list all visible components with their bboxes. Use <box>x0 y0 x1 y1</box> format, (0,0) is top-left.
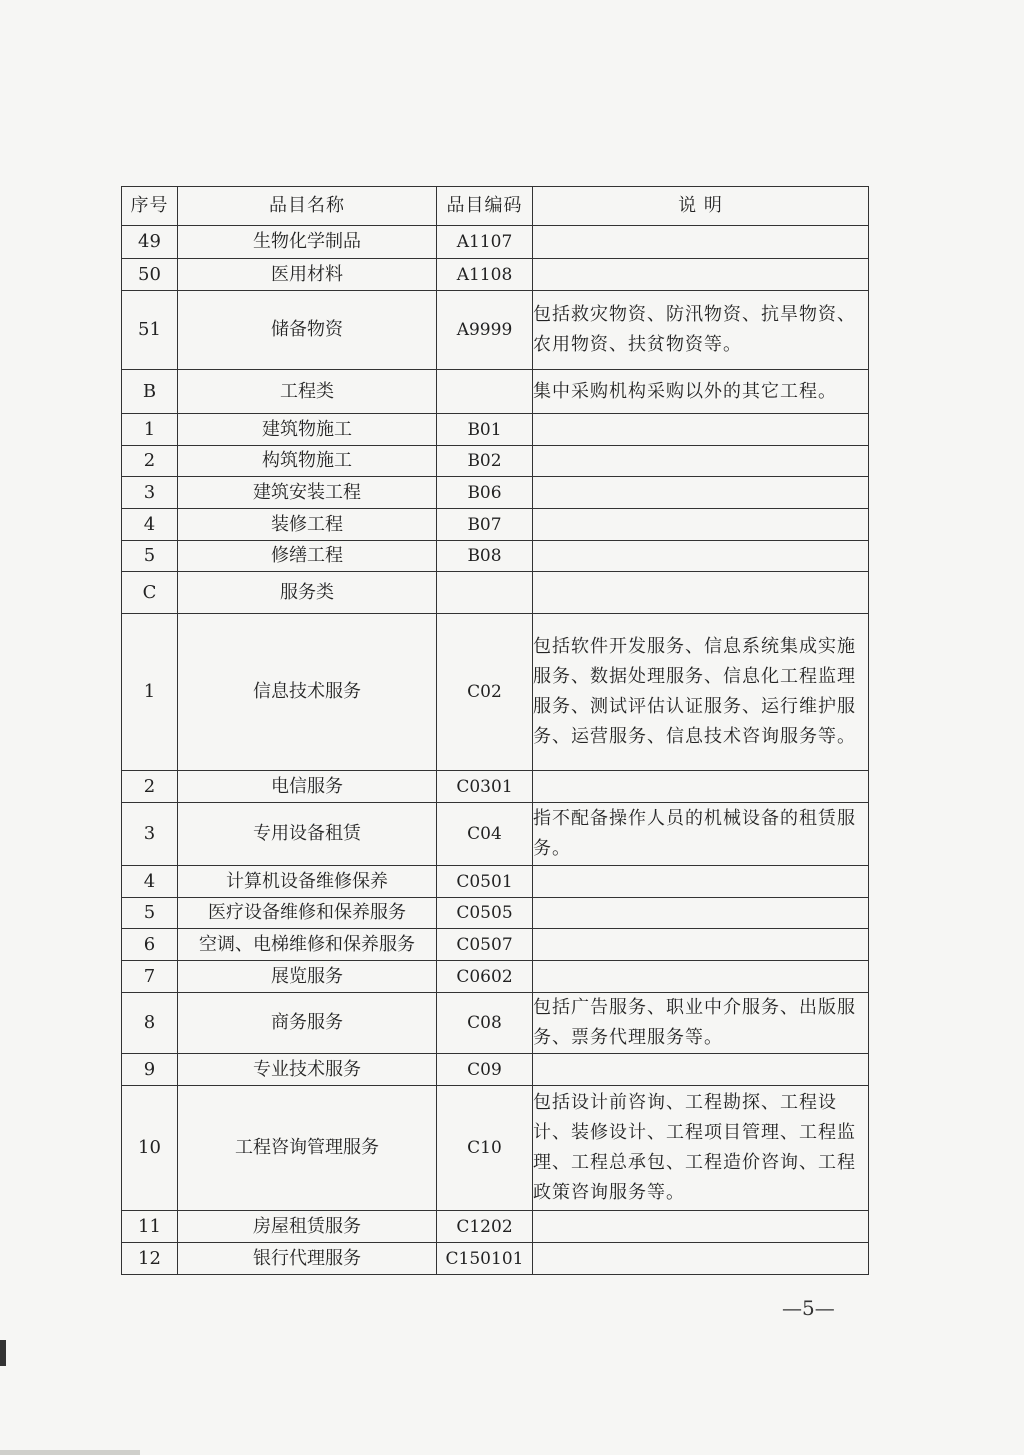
row-name: 电信服务 <box>178 771 437 803</box>
row-code: C02 <box>437 614 533 771</box>
row-code: C10 <box>437 1086 533 1211</box>
row-no: 11 <box>122 1211 178 1243</box>
table-row <box>122 1243 869 1275</box>
row-code: C09 <box>437 1054 533 1086</box>
row-desc: 包括救灾物资、防汛物资、抗旱物资、农用物资、扶贫物资等。 <box>533 291 869 370</box>
row-name: 装修工程 <box>178 509 437 541</box>
row-name: 建筑物施工 <box>178 414 437 446</box>
row-desc <box>533 1054 869 1086</box>
scan-edge-mark <box>0 1340 6 1366</box>
row-desc <box>533 446 869 477</box>
row-desc <box>533 541 869 572</box>
row-desc <box>533 898 869 929</box>
row-desc <box>533 929 869 961</box>
table-row <box>122 929 869 961</box>
row-code: C04 <box>437 803 533 866</box>
row-no: 1 <box>122 614 178 771</box>
row-name: 医疗设备维修和保养服务 <box>178 898 437 929</box>
row-code: B02 <box>437 446 533 477</box>
table-row <box>122 771 869 803</box>
row-name: 空调、电梯维修和保养服务 <box>178 929 437 961</box>
row-desc: 包括广告服务、职业中介服务、出版服务、票务代理服务等。 <box>533 993 869 1054</box>
row-code: B06 <box>437 477 533 509</box>
row-desc <box>533 572 869 614</box>
row-no: C <box>122 572 178 614</box>
row-code: A1108 <box>437 259 533 291</box>
header-name: 品目名称 <box>178 187 437 226</box>
row-name: 商务服务 <box>178 993 437 1054</box>
row-code: C150101 <box>437 1243 533 1275</box>
row-no: 9 <box>122 1054 178 1086</box>
row-code: C0505 <box>437 898 533 929</box>
row-code: C0507 <box>437 929 533 961</box>
row-no: B <box>122 370 178 414</box>
row-no: 8 <box>122 993 178 1054</box>
row-code: A9999 <box>437 291 533 370</box>
table-header-row <box>122 187 869 226</box>
table-row <box>122 961 869 993</box>
row-name: 工程咨询管理服务 <box>178 1086 437 1211</box>
row-desc <box>533 961 869 993</box>
row-desc: 指不配备操作人员的机械设备的租赁服务。 <box>533 803 869 866</box>
row-desc <box>533 771 869 803</box>
row-desc <box>533 259 869 291</box>
row-name: 修缮工程 <box>178 541 437 572</box>
row-desc: 包括软件开发服务、信息系统集成实施服务、数据处理服务、信息化工程监理服务、测试评估认证服务、运行维护服务、运营服务、信息技术咨询服务等。 <box>533 614 869 771</box>
row-desc <box>533 509 869 541</box>
row-code: A1107 <box>437 226 533 259</box>
row-code: C08 <box>437 993 533 1054</box>
table-row <box>122 993 869 1054</box>
table-row <box>122 866 869 898</box>
table-row <box>122 259 869 291</box>
row-desc <box>533 1243 869 1275</box>
row-name: 构筑物施工 <box>178 446 437 477</box>
table-row <box>122 226 869 259</box>
row-code: C0501 <box>437 866 533 898</box>
scan-bottom-edge <box>0 1450 140 1455</box>
row-no: 4 <box>122 866 178 898</box>
row-no: 10 <box>122 1086 178 1211</box>
row-code: C1202 <box>437 1211 533 1243</box>
table-row <box>122 477 869 509</box>
row-name: 生物化学制品 <box>178 226 437 259</box>
table-row <box>122 1211 869 1243</box>
header-code: 品目编码 <box>437 187 533 226</box>
row-name: 计算机设备维修保养 <box>178 866 437 898</box>
row-no: 5 <box>122 541 178 572</box>
row-no: 3 <box>122 477 178 509</box>
row-desc <box>533 477 869 509</box>
table-row <box>122 291 869 370</box>
row-no: 5 <box>122 898 178 929</box>
row-no: 4 <box>122 509 178 541</box>
row-name: 医用材料 <box>178 259 437 291</box>
row-desc <box>533 1211 869 1243</box>
table-row <box>122 541 869 572</box>
row-no: 50 <box>122 259 178 291</box>
table-row <box>122 414 869 446</box>
row-desc <box>533 866 869 898</box>
row-no: 7 <box>122 961 178 993</box>
row-no: 49 <box>122 226 178 259</box>
row-name: 专用设备租赁 <box>178 803 437 866</box>
table-row <box>122 803 869 866</box>
table-row <box>122 1054 869 1086</box>
row-no: 3 <box>122 803 178 866</box>
row-name: 银行代理服务 <box>178 1243 437 1275</box>
row-name: 信息技术服务 <box>178 614 437 771</box>
table-row <box>122 446 869 477</box>
row-name: 专业技术服务 <box>178 1054 437 1086</box>
row-no: 51 <box>122 291 178 370</box>
row-code <box>437 370 533 414</box>
row-name: 展览服务 <box>178 961 437 993</box>
row-no: 2 <box>122 446 178 477</box>
row-desc: 集中采购机构采购以外的其它工程。 <box>533 370 869 414</box>
table-row <box>122 370 869 414</box>
row-name: 建筑安装工程 <box>178 477 437 509</box>
page-number: —5— <box>782 1296 835 1320</box>
row-name: 储备物资 <box>178 291 437 370</box>
row-name: 服务类 <box>178 572 437 614</box>
row-desc: 包括设计前咨询、工程勘探、工程设计、装修设计、工程项目管理、工程监理、工程总承包、工程造价咨询、工程政策咨询服务等。 <box>533 1086 869 1211</box>
row-code: B07 <box>437 509 533 541</box>
table-row <box>122 614 869 771</box>
row-desc <box>533 414 869 446</box>
table-row <box>122 898 869 929</box>
procurement-catalog-table <box>121 186 869 1275</box>
row-no: 6 <box>122 929 178 961</box>
table-row <box>122 1086 869 1211</box>
row-desc <box>533 226 869 259</box>
row-no: 1 <box>122 414 178 446</box>
table-row <box>122 572 869 614</box>
row-no: 12 <box>122 1243 178 1275</box>
header-no: 序号 <box>122 187 178 226</box>
table-row <box>122 509 869 541</box>
header-desc: 说 明 <box>533 187 869 226</box>
row-code: B01 <box>437 414 533 446</box>
row-no: 2 <box>122 771 178 803</box>
row-name: 工程类 <box>178 370 437 414</box>
row-code: C0301 <box>437 771 533 803</box>
row-code: B08 <box>437 541 533 572</box>
row-code: C0602 <box>437 961 533 993</box>
row-name: 房屋租赁服务 <box>178 1211 437 1243</box>
row-code <box>437 572 533 614</box>
